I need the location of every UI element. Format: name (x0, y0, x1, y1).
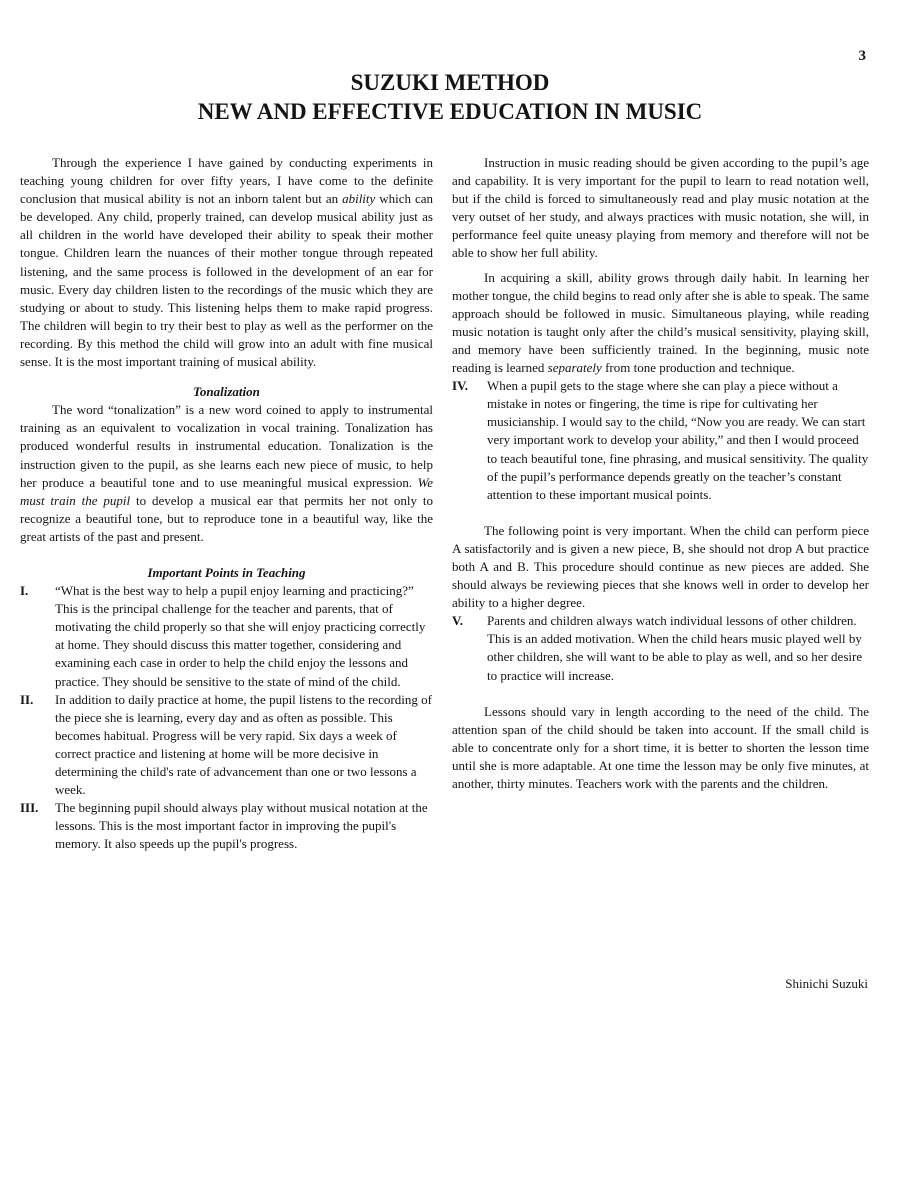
point-number: I. (20, 583, 29, 599)
point-text: When a pupil gets to the stage where she can play a piece without a mistake in notes or fingering, the time is ripe for cultivating her musicianship. I would say to the child, “Now you are ready. We can start very important work to develop your ability,” and then I would proceed to teach beautiful tone, fine phrasing, and musical sensitivity. The quality of the pupil’s performance depends greatly on the teacher’s constant attention to these important musical points. (487, 378, 869, 502)
tonalization-heading: Tonalization (193, 384, 260, 400)
point-text: The beginning pupil should always play without musical notation at the lessons. This is the most important factor in improving the pupil's memory. It also speeds up the pupil's progress. (55, 800, 428, 852)
following-paragraph: The following point is very important. When the child can perform piece A satisfactorily and is given a new piece, B, she should not drop A but practice both A and B. This procedure should continue as new pieces are added. She should always be reviewing pieces that she knows well in order to develop her ability to a higher degree. (452, 522, 869, 611)
page-title: SUZUKI METHOD (350, 70, 550, 95)
author-signature: Shinichi Suzuki (785, 976, 868, 991)
page-number: 3 (858, 48, 866, 64)
important-points-heading: Important Points in Teaching (147, 564, 306, 580)
point-number: III. (20, 800, 39, 816)
point-item (20, 691, 433, 800)
point-item (452, 377, 869, 504)
tonalization-paragraph: The word “tonalization” is a new word coined to apply to instrumental training as an equivalent to vocalization in vocal training. Tonalization has produced wonderful results in instrumental education. Tonalization is the instruction given to the pupil, as she learns each new piece of music, to help her produce a beautiful tone and to use meaningful musical expression. We must train the pupil to develop a musical ear that permits her not only to recognize a beautiful tone, but to reproduce tone in a beautiful way, like the great artists of the past and present. (20, 402, 434, 544)
point-item (452, 612, 869, 684)
skill-paragraph: In acquiring a skill, ability grows through daily habit. In learning her mother tongue, the child begins to read only after she is able to speak. The same approach should be followed in music. Simultaneous playing, while reading music notation is taught only after the child’s musical sensitivity, playing skill, and memory have been sufficiently trained. In the beginning, music note reading is learned separately from tone production and technique. (452, 269, 869, 376)
point-number: V. (452, 613, 463, 629)
point-item (20, 799, 433, 853)
left-column (20, 154, 433, 853)
page-subtitle: NEW AND EFFECTIVE EDUCATION IN MUSIC (197, 99, 703, 124)
reading-paragraph: Instruction in music reading should be given according to the pupil’s age and capability. It is very important for the pupil to learn to read notation well, but if the child is forced to simultaneously read and play music notation at the very outset of her study, and always practices with music notation, she will, in performance feel quite uneasy playing from memory and therefore will not be able to show her full ability. (452, 155, 869, 261)
intro-paragraph: Through the experience I have gained by conducting experiments in teaching young children for over fifty years, I have come to the definite conclusion that musical ability is not an inborn talent but an ability which can be developed. Any child, properly trained, can develop musical ability just as all children in the world have developed their ability to speak their mother tongue. Children learn the nuances of their mother tongue through repeated listening, and the same process is followed in the development of an ear for music. Every day children listen to the recordings of the music which they are studying or about to study. This listening helps them to make rapid progress. The children will begin to try their best to play as well as the performer on the recording. By this method the child will grow into an adult with fine musical sense. It is the most important training of musical ability. (20, 155, 433, 370)
right-column (452, 154, 869, 793)
point-text: Parents and children always watch individual lessons of other children. This is an added motivation. When the child hears music played well by other children, she will want to be able to play as well, and so her desire to practice will increase. (487, 613, 863, 683)
point-number: II. (20, 691, 34, 707)
lessons-paragraph: Lessons should vary in length according to the need of the child. The attention span of the child should be taken into account. If the small child is able to concentrate only for a short time, it is better to shorten the lesson time until she is more adaptable. At one time the lesson may be only five minutes, at another, thirty minutes. Teachers work with the parents and the children. (452, 703, 869, 791)
point-number: IV. (452, 378, 469, 394)
point-text: In addition to daily practice at home, the pupil listens to the recording of the piece she is learning, every day and as often as possible. This becomes habitual. Progress will be very rapid. Six days a week of correct practice and listening at home will be more decisive in determining the child's rate of advancement than one or two lessons a week. (55, 691, 432, 798)
point-text: “What is the best way to help a pupil enjoy learning and practicing?” This is the principal challenge for the teacher and parents, that of motivating the child properly so that she will enjoy practicing correctly at home. They should discuss this matter together, considering and examining each case in order to help the child enjoy the lessons and practice. They should be sensitive to the state of mind of the child. (55, 583, 426, 689)
point-item (20, 582, 433, 691)
